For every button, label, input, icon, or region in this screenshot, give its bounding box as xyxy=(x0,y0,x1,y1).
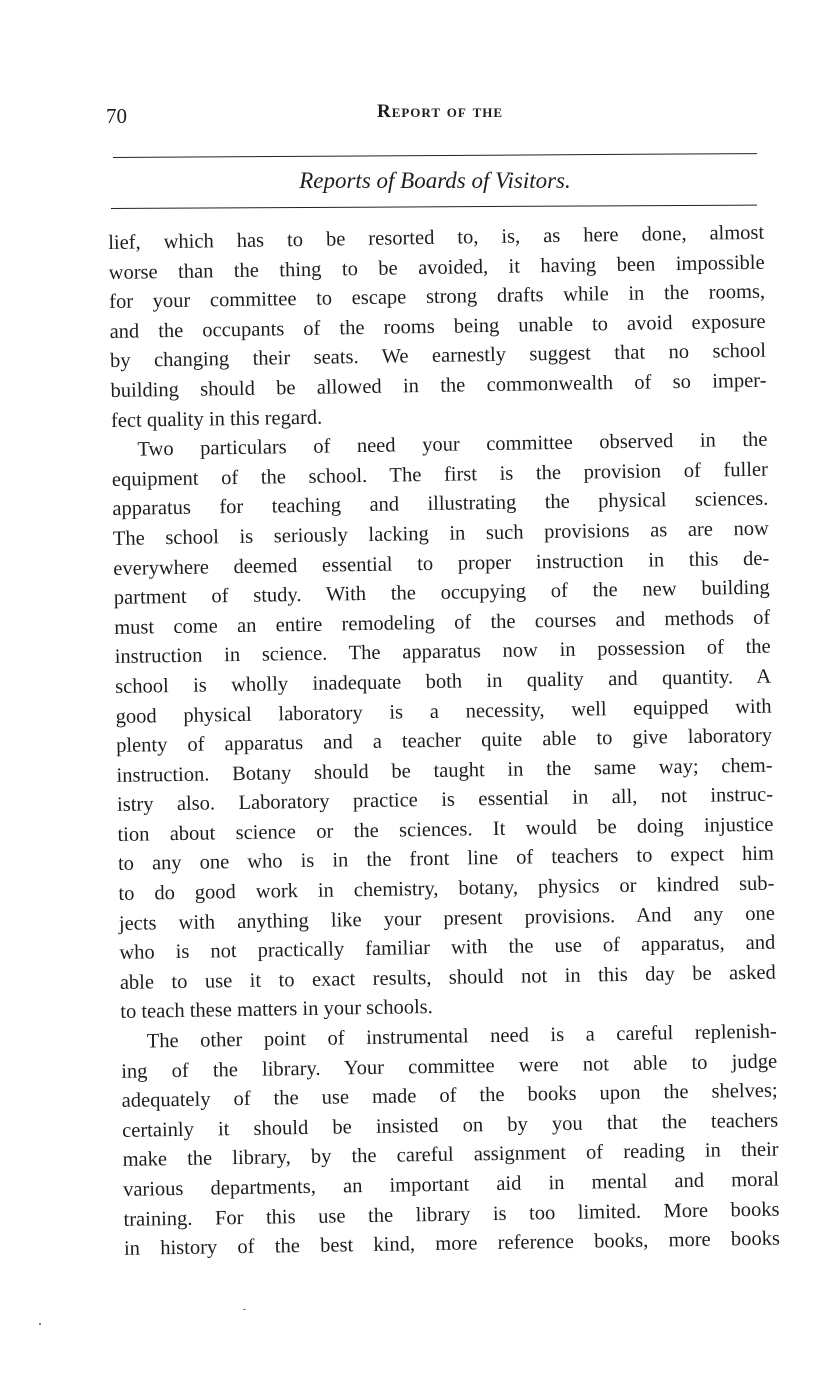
paper-speck xyxy=(243,1309,246,1310)
text-line: equipment of the school. The first is the provision of fuller xyxy=(111,458,769,491)
text-line: adequately of the use made of the books upon the shelves; xyxy=(121,1079,778,1113)
text-line: training. For this use the library is too limited. More books xyxy=(123,1198,780,1231)
text-line: instruction. Botany should be taught in the same way; chem- xyxy=(116,754,773,787)
body-text xyxy=(108,219,780,1265)
text-line: plenty of apparatus and a teacher quite able to give laboratory xyxy=(115,724,773,758)
text-line: instruction in science. The apparatus now in possession of the xyxy=(114,635,771,669)
running-head: Report of the xyxy=(376,101,504,122)
text-line: ing of the library. Your committee were not able to judge xyxy=(121,1050,778,1083)
text-line: building should be allowed in the commonwealth of so imper- xyxy=(110,369,767,402)
text-line: jects with anything like your present provisions. And any one xyxy=(118,902,776,935)
text-line: and the occupants of the rooms being unable to avoid exposure xyxy=(109,310,766,343)
text-line: school is wholly inadequate both in quality and quantity. A xyxy=(115,665,772,698)
text-line: by changing their seats. We earnestly suggest that no school xyxy=(109,340,767,373)
text-line: worse than the thing to be avoided, it having been impossible xyxy=(108,251,765,284)
text-line: to any one who is in the front line of teachers to expect him xyxy=(117,843,775,876)
text-line: for your committee to escape strong drafts while in the rooms, xyxy=(108,280,766,314)
section-title: Reports of Boards of Visitors. xyxy=(299,168,571,193)
text-line: various departments, an important aid in mental and moral xyxy=(122,1168,780,1201)
text-line: everywhere deemed essential to proper instruction in this de- xyxy=(113,547,770,580)
text-line: tion about science or the sciences. It would be doing injustice xyxy=(117,813,774,846)
paragraph xyxy=(108,219,767,436)
text-line: lief, which has to be resorted to, is, as here done, almost xyxy=(108,221,765,254)
text-line: Two particulars of need your committee observed in the xyxy=(137,428,768,461)
text-line: make the library, by the careful assignment of reading in their xyxy=(122,1138,779,1172)
text-line: The school is seriously lacking in such provisions as are now xyxy=(112,517,769,550)
header-rule-top xyxy=(113,153,757,158)
paragraph xyxy=(121,1018,781,1265)
text-line: who is not practically familiar with the use of apparatus, and xyxy=(119,931,776,965)
paper-speck xyxy=(39,1323,41,1325)
text-line: good physical laboratory is a necessity, well equipped with xyxy=(115,695,772,728)
text-line: fect quality in this regard. xyxy=(110,406,323,432)
text-line: The other point of instrumental need is a careful replenish- xyxy=(146,1020,777,1053)
text-line: to do good work in chemistry, botany, physics or kindred sub- xyxy=(118,872,775,905)
page-number: 70 xyxy=(106,104,127,128)
header-rule-bottom xyxy=(111,205,757,209)
text-line: must come an entire remodeling of the courses and methods of xyxy=(114,606,771,639)
text-line: partment of study. With the occupying of the new building xyxy=(113,576,770,610)
text-line: certainly it should be insisted on by you that the teachers xyxy=(121,1109,779,1142)
text-line: to teach these matters in your schools. xyxy=(120,996,433,1024)
text-line: apparatus for teaching and illustrating the physical sciences. xyxy=(112,488,769,521)
text-line: istry also. Laboratory practice is essential in all, not instruc- xyxy=(116,783,774,817)
text-line: able to use it to exact results, should not in this day be asked xyxy=(119,961,776,994)
paragraph xyxy=(111,426,776,1028)
text-line: in history of the best kind, more reference books, more books xyxy=(123,1227,781,1261)
